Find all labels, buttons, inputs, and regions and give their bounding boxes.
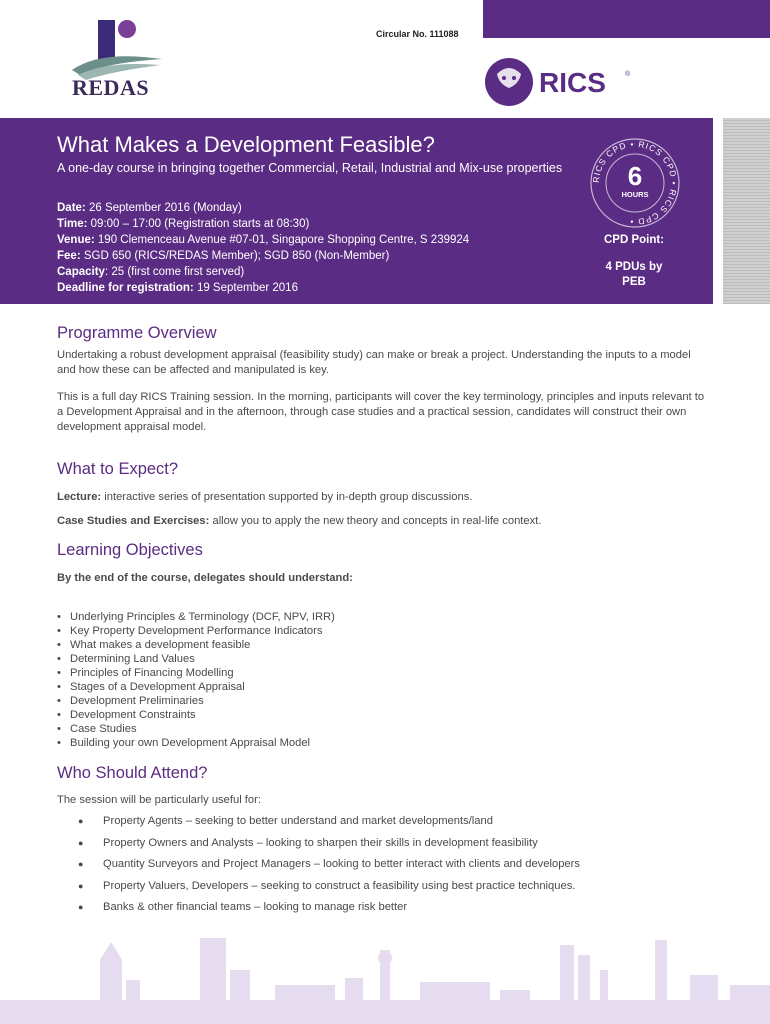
expect-heading: What to Expect? xyxy=(57,460,179,478)
cpd-point-label: CPD Point: xyxy=(603,234,665,246)
detail-time: Time: 09:00 – 17:00 (Registration starts at 08:30) xyxy=(57,218,310,230)
svg-text:®: ® xyxy=(625,71,631,78)
detail-venue: Venue: 190 Clemenceau Avenue #07-01, Singapore Shopping Centre, S 239924 xyxy=(57,234,470,246)
expect-case-studies: Case Studies and Exercises: allow you to apply the new theory and concepts in real-life context. xyxy=(57,515,542,527)
attend-intro: The session will be particularly useful for: xyxy=(57,794,261,806)
detail-date: Date: 26 September 2016 (Monday) xyxy=(57,202,242,214)
rics-logo-icon xyxy=(483,56,633,108)
rics-logo-text: RICS xyxy=(539,67,606,98)
redas-logo-text: REDAS xyxy=(72,75,150,100)
header-purple-block xyxy=(483,0,770,38)
list-item: ● Property Agents – seeking to better understand and market developments/land xyxy=(78,815,493,827)
svg-text:RICS CPD • RICS CPD • RICS CPD: RICS CPD • RICS CPD • RICS CPD • xyxy=(590,138,680,228)
pdu-label: 4 PDUs by PEB xyxy=(605,261,663,288)
attend-heading: Who Should Attend? xyxy=(57,764,208,782)
cpd-hours-badge-icon xyxy=(589,137,681,229)
course-title: What Makes a Development Feasible? xyxy=(57,132,435,157)
svg-text:6: 6 xyxy=(627,161,643,191)
expect-lecture: Lecture: interactive series of presentation supported by in-depth group discussions. xyxy=(57,491,473,503)
list-item: ● Quantity Surveyors and Project Managers – looking to better interact with clients and developers xyxy=(78,858,580,871)
overview-heading: Programme Overview xyxy=(57,324,217,342)
list-item: • Stages of a Development Appraisal xyxy=(57,680,335,694)
list-item: • What makes a development feasible xyxy=(57,638,335,652)
list-item: ● Banks & other financial teams – looking to manage risk better xyxy=(78,901,408,914)
list-item: • Determining Land Values xyxy=(57,652,335,666)
list-item: ● Property Owners and Analysts – looking to sharpen their skills in development feasibility xyxy=(78,836,538,849)
overview-paragraph-2: This is a full day RICS Training session. In the morning, participants will cover the key terminology, principles and inputs relevant to a Development Appraisal and in the afternoon, through case studies and a practical session, candidates will construct their own development appraisal model. xyxy=(57,391,705,433)
list-item: • Key Property Development Performance Indicators xyxy=(57,624,335,638)
list-item: • Principles of Financing Modelling xyxy=(57,666,335,680)
objectives-heading: Learning Objectives xyxy=(57,541,203,559)
detail-capacity: Capacity: 25 (first come first served) xyxy=(57,266,245,278)
circular-number: Circular No. 111088 xyxy=(376,29,459,39)
overview-paragraph-1: Undertaking a robust development appraisal (feasibility study) can make or break a project. Understanding the inputs to a model and how these can be affected and manipulated is key. xyxy=(57,349,691,376)
list-item: • Case Studies xyxy=(57,722,335,736)
detail-deadline: Deadline for registration: 19 September 2016 xyxy=(57,282,298,294)
city-skyline-icon xyxy=(0,930,770,1024)
objectives-intro: By the end of the course, delegates should understand: xyxy=(57,572,353,584)
list-item: • Development Constraints xyxy=(57,708,335,722)
objectives-list xyxy=(57,610,335,750)
svg-text:HOURS: HOURS xyxy=(621,190,649,199)
attend-list xyxy=(78,815,580,923)
course-subtitle: A one-day course in bringing together Commercial, Retail, Industrial and Mix-use properties xyxy=(57,161,563,175)
detail-fee: Fee: SGD 650 (RICS/REDAS Member); SGD 850 (Non-Member) xyxy=(57,250,390,262)
list-item: • Underlying Principles & Terminology (DCF, NPV, IRR) xyxy=(57,610,335,624)
decorative-side-strip xyxy=(723,118,770,304)
list-item: • Development Preliminaries xyxy=(57,694,335,708)
list-item: • Building your own Development Appraisal Model xyxy=(57,736,335,750)
course-details xyxy=(57,200,469,296)
list-item: ● Property Valuers, Developers – seeking to construct a feasibility using best practice techniques. xyxy=(78,879,576,892)
